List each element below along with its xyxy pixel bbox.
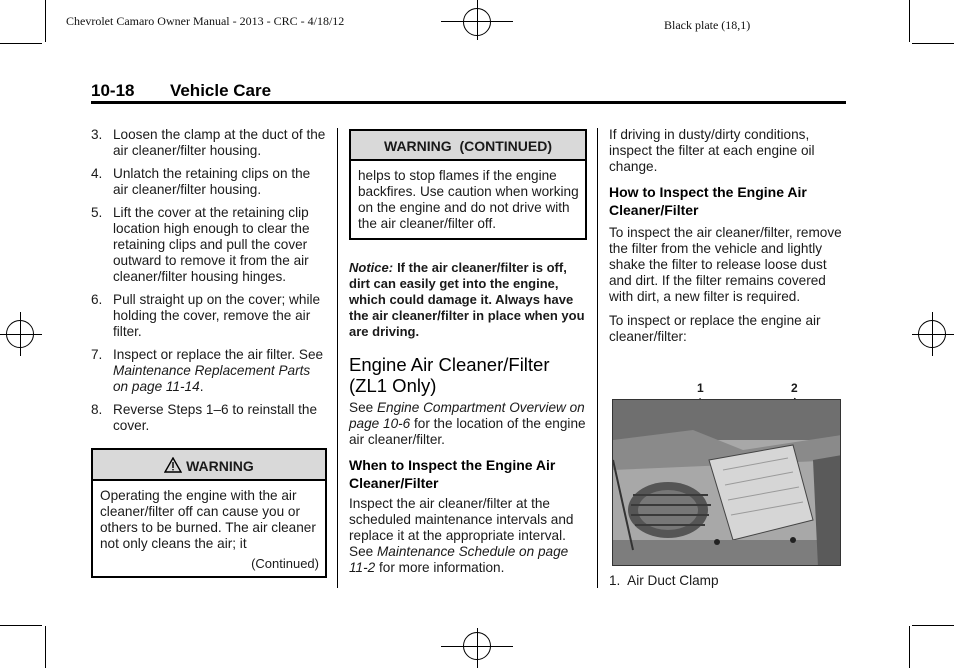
continued-label: (Continued)	[251, 556, 319, 571]
callout-2: 2	[791, 381, 798, 395]
notice-label: Notice:	[349, 260, 394, 275]
paragraph: See Engine Compartment Overview on page 10-6 for the location of the engine air cleaner/filter.	[349, 400, 586, 447]
list-item: 6. Pull straight up on the cover; while holding the cover, remove the air filter.	[91, 292, 321, 339]
engine-compartment-image	[612, 399, 841, 566]
list-item: 4. Unlatch the retaining clips on the air cleaner/filter housing.	[91, 166, 311, 197]
section-title: Vehicle Care	[169, 81, 272, 100]
paragraph: To inspect or replace the engine air cleaner/filter:	[609, 313, 821, 344]
notice-text: If the air cleaner/filter is off, dirt can easily get into the engine, which could damage it. Always have the air cleaner/filter in place when you are driving.	[349, 260, 585, 339]
header-rule	[91, 101, 846, 104]
slug-right: Black plate (18,1)	[664, 18, 751, 32]
warning-text: helps to stop flames if the engine backfires. Use caution when working on the engine and do not drive with the air cleaner/filter off.	[358, 168, 579, 231]
warning-box	[91, 448, 327, 578]
cross-reference-link[interactable]: Maintenance Replacement Parts on page 11-14	[113, 363, 311, 394]
figure-caption: 1. Air Duct Clamp	[609, 573, 719, 588]
column-2	[349, 127, 587, 576]
column-divider	[337, 128, 338, 588]
list-item: 5. Lift the cover at the retaining clip location high enough to clear the retaining clips and pull the cover outward to remove it from the air cleaner/filter housing hinges.	[91, 205, 310, 284]
cross-reference-link[interactable]: Maintenance Schedule on page 11-2	[349, 544, 569, 575]
column-divider	[597, 128, 598, 588]
section-heading: Engine Air Cleaner/Filter (ZL1 Only)	[349, 354, 550, 396]
page-number: 10-18	[91, 81, 135, 100]
column-1	[91, 127, 327, 578]
warning-triangle-icon	[164, 458, 186, 474]
paragraph: To inspect the air cleaner/filter, remove the filter from the vehicle and lightly shake the filter to release loose dust and dirt. If the filter remains covered with dirt, a new filter is required.	[609, 225, 842, 304]
warning-text: Operating the engine with the air cleaner/filter off can cause you or others to be burned. The air cleaner not only cleans the air; it	[100, 488, 316, 551]
warning-title: WARNING	[186, 458, 254, 474]
notice	[349, 260, 587, 340]
warning-header: WARNING (CONTINUED)	[351, 131, 585, 161]
list-item: 3. Loosen the clamp at the duct of the air cleaner/filter housing.	[91, 127, 326, 158]
page-header	[91, 81, 271, 101]
callout-1: 1	[697, 381, 704, 395]
paragraph: Inspect the air cleaner/filter at the scheduled maintenance intervals and replace it at the appropriate interval. See Maintenance Schedule on page 11-2 for more information.	[349, 496, 574, 575]
list-item: 8. Reverse Steps 1–6 to reinstall the cover.	[91, 402, 318, 433]
cross-reference-link[interactable]: Engine Compartment Overview on page 10-6	[349, 400, 585, 431]
column-3	[609, 127, 845, 345]
slug-left: Chevrolet Camaro Owner Manual - 2013 - CRC - 4/18/12	[66, 14, 345, 28]
sub-heading: When to Inspect the Engine Air Cleaner/Filter	[349, 457, 556, 491]
sub-heading: How to Inspect the Engine Air Cleaner/Filter	[609, 184, 807, 218]
list-item: 7. Inspect or replace the air filter. See Maintenance Replacement Parts on page 11-14.	[91, 347, 324, 394]
warning-box-continued	[349, 129, 587, 240]
paragraph: If driving in dusty/dirty conditions, inspect the filter at each engine oil change.	[609, 127, 815, 174]
warning-header	[93, 450, 325, 481]
